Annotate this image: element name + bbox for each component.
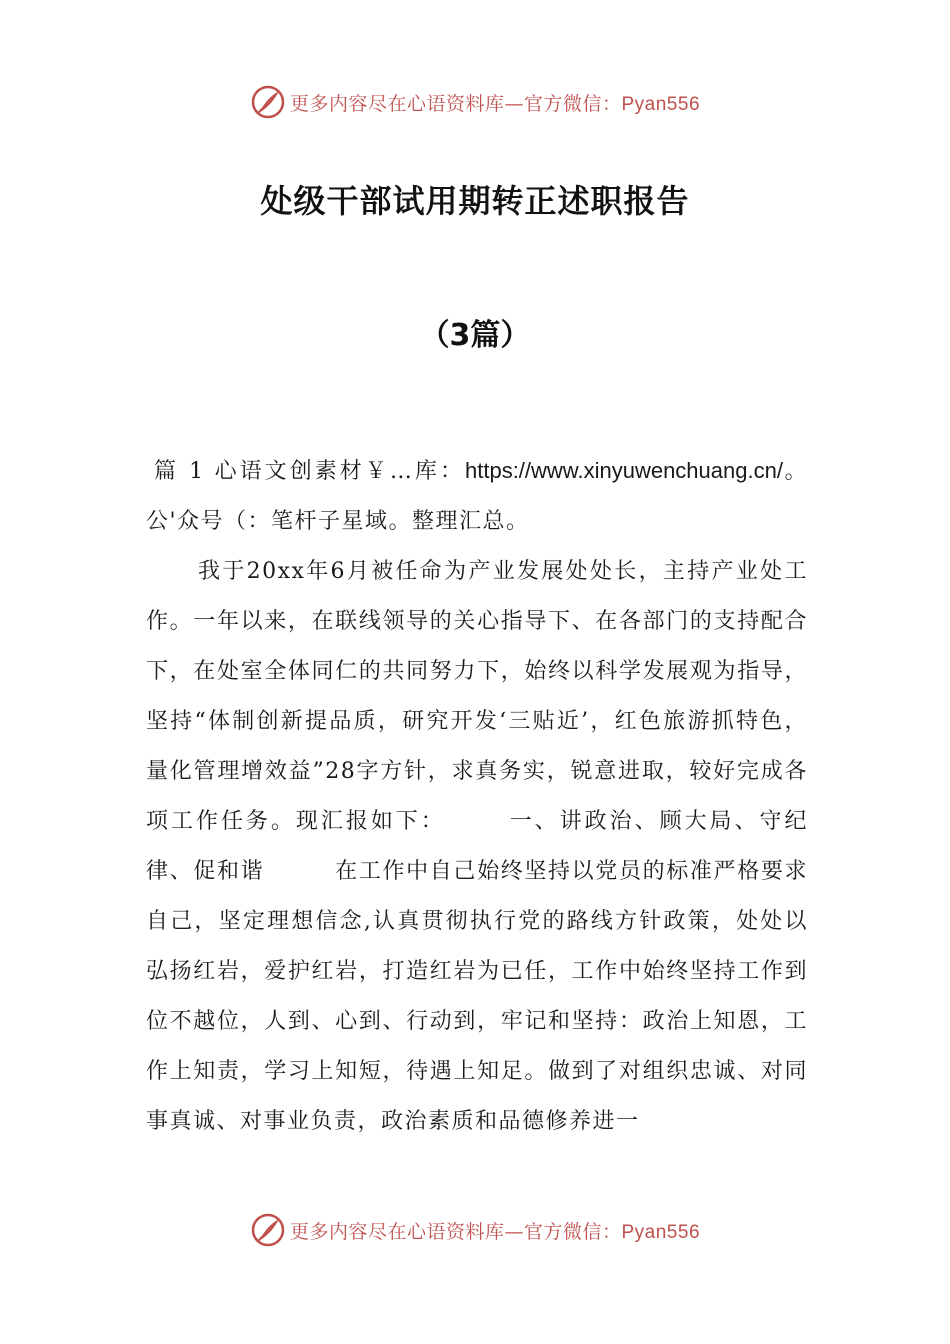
- source-url: https://www.xinyuwenchuang.cn/: [465, 458, 783, 483]
- document-subtitle: （3篇）: [419, 318, 531, 353]
- footer-banner-text: 更多内容尽在心语资料库—官方微信：Pyan556: [289, 1220, 701, 1243]
- document-title: 处级干部试用期转正述职报告: [260, 182, 690, 220]
- quill-logo-icon: [250, 84, 286, 120]
- intro-paragraph: 篇 1 心语文创素材￥…库：https://www.xinyuwenchuang.cn/。公'众号（：笔杆子星域。整理汇总。: [146, 458, 808, 534]
- quill-logo-icon: [250, 1212, 286, 1248]
- header-wechat-id: Pyan556: [621, 93, 701, 115]
- footer-wechat-id: Pyan556: [621, 1221, 701, 1243]
- body-paragraph: 我于20xx年6月被任命为产业发展处处长，主持产业处工作。一年以来，在联线领导的关心指导下、在各部门的支持配合下，在处室全体同仁的共同努力下，始终以科学发展观为指导，坚持“体制创新提品质，研究开发‘三贴近’，红色旅游抓特色，量化管理增效益”28字方针，求真务实，锐意进取，较好完成各项工作任务。现汇报如下： 一、讲政治、顾大局、守纪律、促和谐 在工作中自己始终坚持以党员的标准严格要求自己，坚定理想信念,认真贯彻执行党的路线方针政策，处处以弘扬红岩，爱护红岩，打造红岩为已任，工作中始终坚持工作到位不越位，人到、心到、行动到，牢记和坚持：政治上知恩，工作上知责，学习上知短，待遇上知足。做到了对组织忠诚、对同事真诚、对事业负责，政治素质和品德修养进一: [146, 559, 808, 1134]
- document-body: [146, 446, 808, 1147]
- header-banner: [0, 82, 950, 122]
- header-banner-text: 更多内容尽在心语资料库—官方微信：Pyan556: [289, 92, 701, 115]
- footer-banner: [0, 1210, 950, 1250]
